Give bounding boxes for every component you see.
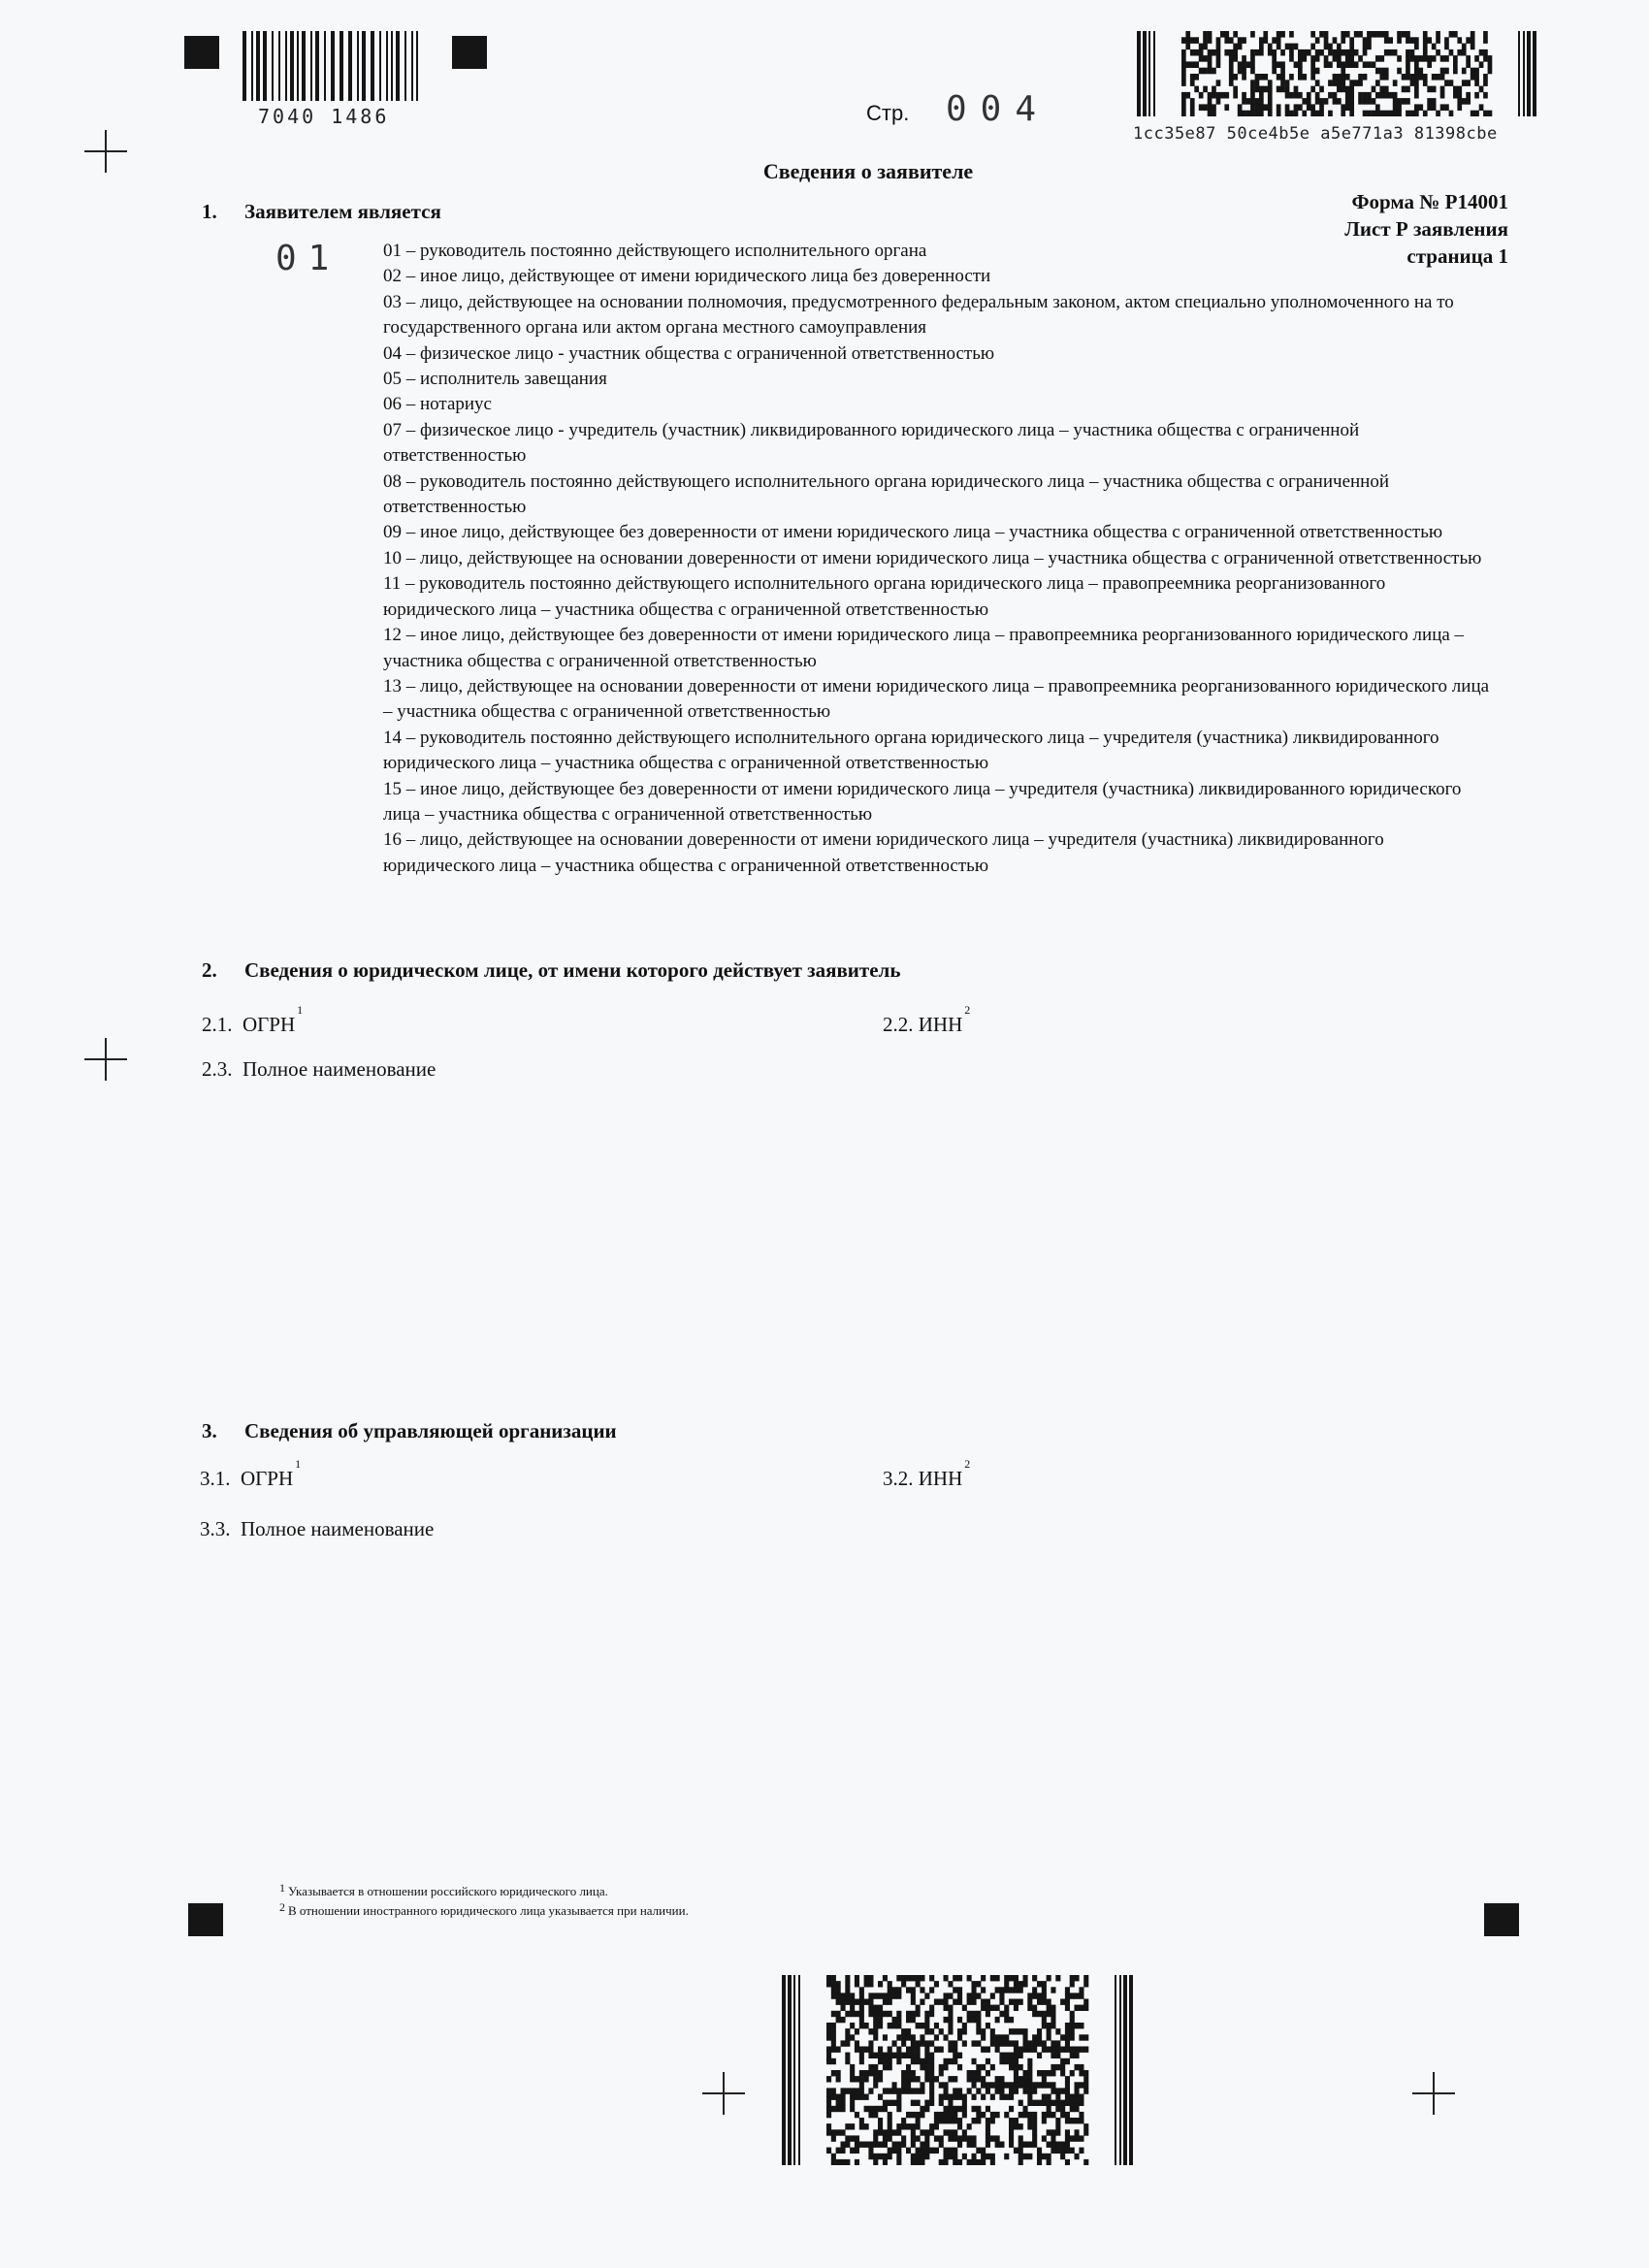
option-item: 04 – физическое лицо - участник общества с ограниченной ответственностью [383,342,995,364]
2d-barcode-top [1137,31,1536,116]
full-name-field-2[interactable] [202,1057,436,1082]
ogrn-field-3[interactable] [200,1457,302,1491]
section-number: 1. [202,200,217,223]
form-sheet: Лист Р заявления [1344,217,1508,241]
form-page-number: страница 1 [1406,244,1508,268]
option-item: 05 – исполнитель завещания [383,369,607,390]
section-2-heading [202,958,900,983]
applicant-options-list [383,239,1499,879]
field-label: Полное наименование [241,1517,435,1540]
field-number: 2.1. [202,1013,233,1036]
option-item: 14 – руководитель постоянно действующего исполнительного органа юридического лица – учредителя (участника) ликвидированного юридического лица – участника общества с ограниченной ответственностью [383,727,1439,774]
page-number: 004 [946,89,1051,129]
option-item: 06 – нотариус [383,394,492,415]
field-label: ОГРН [242,1013,296,1036]
option-item: 15 – иное лицо, действующее без доверенности от имени юридического лица – учредителя (участника) ликвидированного юридического лица – участника общества с ограниченной ответственностью [383,778,1462,825]
field-number: 3.2. [883,1467,914,1490]
field-number: 3.3. [200,1517,231,1540]
registration-square-top-left [184,36,219,69]
footnote-1 [279,1880,689,1899]
option-item: 09 – иное лицо, действующее без доверенности от имени юридического лица – участника общества с ограниченной ответственностью [383,522,1443,543]
field-label: ИНН [918,1013,963,1036]
option-item: 11 – руководитель постоянно действующего исполнительного органа юридического лица – правопреемника реорганизованного юридического лица – участника общества с ограниченной ответственностью [383,573,1386,620]
field-label: ИНН [918,1467,963,1490]
section-number: 2. [202,958,217,982]
footnotes [279,1880,689,1919]
field-label: ОГРН [241,1467,294,1490]
registration-square-bottom-left [188,1903,223,1936]
field-number: 3.1. [200,1467,231,1490]
footnote-ref: 1 [297,1003,304,1017]
option-item: 12 – иное лицо, действующее без доверенности от имени юридического лица – правопреемника реорганизованного юридического лица – участника общества с ограниченной ответственностью [383,625,1465,671]
section-title: Сведения об управляющей организации [244,1419,617,1442]
section-3-heading [202,1419,617,1443]
full-name-field-3[interactable] [200,1517,434,1541]
option-item: 08 – руководитель постоянно действующего исполнительного органа юридического лица – участника общества с ограниченной ответственностью [383,470,1390,518]
option-item: 01 – руководитель постоянно действующего исполнительного органа [383,241,927,261]
page-title: Сведения о заявителе [762,159,974,183]
footnote-mark: 2 [279,1900,285,1914]
document-hash: 1cc35e87 50ce4b5e a5e771a3 81398cbe [1133,124,1498,144]
field-label: Полное наименование [242,1057,436,1081]
crosshair-mark [702,2072,745,2115]
section-title: Сведения о юридическом лице, от имени которого действует заявитель [244,958,901,982]
footnote-text: В отношении иностранного юридического лица указывается при наличии. [288,1903,689,1918]
footnote-ref: 2 [964,1457,971,1471]
option-item: 16 – лицо, действующее на основании доверенности от имени юридического лица – учредителя (участника) ликвидированного юридического лица – участника общества с ограниченной ответственностью [383,829,1384,876]
section-1-heading [202,200,441,224]
option-item: 02 – иное лицо, действующее от имени юридического лица без доверенности [383,266,991,287]
field-number: 2.2. [883,1013,914,1036]
page-label: Стр. [866,101,910,125]
registration-square-top-mid [452,36,487,69]
crosshair-mark [1412,2072,1455,2115]
option-item: 10 – лицо, действующее на основании доверенности от имени юридического лица – участника общества с ограниченной ответственностью [383,547,1482,568]
footnote-text: Указывается в отношении российского юридического лица. [288,1884,608,1898]
option-item: 07 – физическое лицо - учредитель (участник) ликвидированного юридического лица – участника общества с ограниченной ответственностью [383,419,1360,467]
footnote-ref: 1 [295,1457,302,1471]
ogrn-field-2[interactable] [202,1003,304,1037]
section-title: Заявителем является [244,200,441,223]
registration-square-bottom-right [1484,1903,1519,1936]
2d-barcode-bottom [782,1975,1133,2165]
field-number: 2.3. [202,1057,233,1081]
option-item: 13 – лицо, действующее на основании доверенности от имени юридического лица – правопреемника реорганизованного юридического лица – участника общества с ограниченной ответственностью [383,675,1490,723]
footnote-mark: 1 [279,1881,285,1895]
option-item: 03 – лицо, действующее на основании полномочия, предусмотренного федеральным законом, актом специально уполномоченного на то государственного органа или актом органа местного самоуправления [383,291,1454,339]
barcode-digits: 7040 1486 [258,105,390,128]
form-number: Форма № Р14001 [1351,190,1508,213]
applicant-code-field[interactable]: 01 [275,239,341,278]
section-number: 3. [202,1419,217,1442]
inn-field-2[interactable] [883,1003,971,1037]
inn-field-3[interactable] [883,1457,971,1491]
footnote-2 [279,1899,689,1919]
footnote-ref: 2 [964,1003,971,1017]
crosshair-mark [84,1038,127,1081]
linear-barcode [242,31,427,101]
